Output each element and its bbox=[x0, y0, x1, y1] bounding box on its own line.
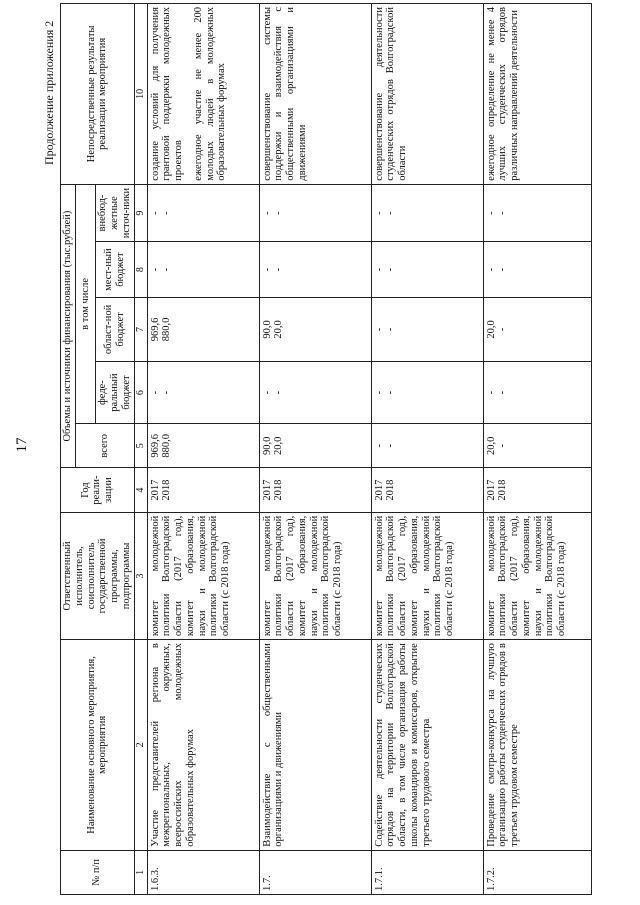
row-regional bbox=[259, 297, 371, 361]
federal-value: - bbox=[273, 390, 285, 395]
row-local bbox=[483, 242, 591, 297]
extrabudget-value: - bbox=[497, 211, 509, 215]
year-value: 2018 bbox=[161, 479, 173, 501]
local-value: - bbox=[273, 267, 285, 272]
row-local bbox=[147, 242, 259, 297]
row-extrabudget bbox=[147, 184, 259, 242]
federal-value: - bbox=[497, 390, 509, 395]
table-row bbox=[259, 4, 371, 895]
local-value: - bbox=[161, 267, 173, 272]
row-executor: комитет молодежной политики Волгоградской области (2017 год), комитет образования, науки и молодежной политики Волгоградской области (с 2018 года) bbox=[147, 512, 259, 639]
col-number: 5 bbox=[134, 424, 147, 468]
local-value: - bbox=[373, 267, 385, 272]
header-result: Непосредственные результаты реализации мероприятия bbox=[61, 4, 135, 185]
header-extrabudget: внебюд-жетные источ-ники bbox=[96, 184, 134, 242]
federal-value: - bbox=[485, 390, 497, 395]
local-value: - bbox=[149, 267, 161, 272]
row-extrabudget bbox=[259, 184, 371, 242]
row-name: Участие представителей региона в межрегиональных, окружных, всероссийских молодежных образовательных форумах bbox=[147, 640, 259, 851]
extrabudget-value: - bbox=[485, 211, 497, 215]
row-results bbox=[147, 4, 259, 185]
total-value: - bbox=[373, 444, 385, 448]
year-value: 2017 bbox=[261, 479, 273, 501]
row-local bbox=[371, 242, 483, 297]
header-financing: Объемы и источники финансирования (тыс.рублей) bbox=[61, 184, 76, 468]
header-local: мест-ный бюджет bbox=[96, 242, 134, 297]
regional-value: 20,0 bbox=[485, 320, 497, 339]
row-total bbox=[259, 424, 371, 468]
col-number: 1 bbox=[134, 850, 147, 894]
col-number: 4 bbox=[134, 468, 147, 512]
row-extrabudget bbox=[483, 184, 591, 242]
row-number: 1.7.1. bbox=[371, 850, 483, 894]
row-extrabudget bbox=[371, 184, 483, 242]
result-text: совершенствование системы поддержки и взаимодействия с общественными организациями и движениями bbox=[261, 7, 308, 181]
federal-value: - bbox=[373, 390, 385, 395]
year-value: 2018 bbox=[273, 479, 285, 501]
table-row bbox=[147, 4, 259, 895]
federal-value: - bbox=[261, 390, 273, 395]
row-total bbox=[483, 424, 591, 468]
column-numbers-row bbox=[134, 4, 147, 895]
header-row-1 bbox=[61, 4, 76, 895]
regional-value: 90,0 bbox=[261, 320, 273, 339]
col-number: 2 bbox=[134, 640, 147, 851]
result-text: создание условий для получения грантовой поддержки молодежных проектов bbox=[149, 7, 184, 181]
header-federal: феде-ральный бюджет bbox=[96, 362, 134, 424]
row-regional bbox=[147, 297, 259, 361]
table-row bbox=[483, 4, 591, 895]
row-regional bbox=[371, 297, 483, 361]
regional-value: 880,0 bbox=[161, 317, 173, 342]
row-results bbox=[259, 4, 371, 185]
year-value: 2017 bbox=[373, 479, 385, 501]
extrabudget-value: - bbox=[385, 211, 397, 215]
year-value: 2017 bbox=[149, 479, 161, 501]
col-number: 10 bbox=[134, 4, 147, 185]
result-text: ежегодное определение не менее 4 лучших студенческих отрядов различных направлений деятельности bbox=[485, 7, 520, 181]
row-federal bbox=[371, 362, 483, 424]
total-value: 20,0 bbox=[273, 436, 285, 455]
row-federal bbox=[259, 362, 371, 424]
row-local bbox=[259, 242, 371, 297]
header-executor: Ответственный исполнитель, соисполнитель государственной программы, подпрограммы bbox=[61, 512, 135, 639]
header-including: в том числе bbox=[75, 184, 96, 423]
regional-value: 969,6 bbox=[149, 317, 161, 342]
program-table bbox=[60, 3, 592, 895]
row-years bbox=[259, 468, 371, 512]
total-value: 90,0 bbox=[261, 436, 273, 455]
regional-value: - bbox=[385, 327, 397, 332]
row-years bbox=[147, 468, 259, 512]
header-name: Наименование основного мероприятия, мероприятия bbox=[61, 640, 135, 851]
page-number: 17 bbox=[14, 437, 30, 453]
regional-value: - bbox=[497, 327, 509, 332]
row-number: 1.7.2. bbox=[483, 850, 591, 894]
extrabudget-value: - bbox=[373, 211, 385, 215]
row-executor: комитет молодежной политики Волгоградской области (2017 год), комитет образования, науки и молодежной политики Волгоградской области (с 2018 года) bbox=[371, 512, 483, 639]
extrabudget-value: - bbox=[273, 211, 285, 215]
row-results bbox=[483, 4, 591, 185]
col-number: 6 bbox=[134, 362, 147, 424]
extrabudget-value: - bbox=[149, 211, 161, 215]
table-row bbox=[371, 4, 483, 895]
year-value: 2018 bbox=[385, 479, 397, 501]
col-number: 9 bbox=[134, 184, 147, 242]
row-years bbox=[483, 468, 591, 512]
header-regional: област-ной бюджет bbox=[96, 297, 134, 361]
year-value: 2018 bbox=[497, 479, 509, 501]
header-num: № п/п bbox=[61, 850, 135, 894]
total-value: - bbox=[385, 444, 397, 448]
total-value: - bbox=[497, 444, 509, 448]
regional-value: 20,0 bbox=[273, 320, 285, 339]
federal-value: - bbox=[149, 390, 161, 395]
total-value: 969,6 bbox=[149, 433, 161, 458]
result-text: ежегодное участие не менее 200 молодых людей в молодежных образовательных форумах bbox=[192, 7, 228, 181]
row-number: 1.7. bbox=[259, 850, 371, 894]
row-number: 1.6.3. bbox=[147, 850, 259, 894]
header-total: всего bbox=[75, 424, 134, 468]
row-results bbox=[371, 4, 483, 185]
col-number: 7 bbox=[134, 297, 147, 361]
local-value: - bbox=[497, 267, 509, 272]
year-value: 2017 bbox=[485, 479, 497, 501]
row-regional bbox=[483, 297, 591, 361]
result-text: совершенствование деятельности студенческих отрядов Волгоградской области bbox=[373, 7, 408, 181]
row-executor: комитет молодежной политики Волгоградской области (2017 год), комитет образования, науки и молодежной политики Волгоградской области (с 2018 года) bbox=[483, 512, 591, 639]
total-value: 20,0 bbox=[485, 436, 497, 455]
extrabudget-value: - bbox=[161, 211, 173, 215]
local-value: - bbox=[261, 267, 273, 272]
row-name: Содействие деятельности студенческих отрядов на территории Волгоградской области, в том числе организация работы школы командиров и комиссаров, открытие третьего трудового семестра bbox=[371, 640, 483, 851]
row-federal bbox=[483, 362, 591, 424]
row-name: Проведение смотра-конкурса на лучшую организацию работы студенческих отрядов в третьем трудовом семестре bbox=[483, 640, 591, 851]
col-number: 3 bbox=[134, 512, 147, 639]
row-name: Взаимодействие с общественными организациями и движениями bbox=[259, 640, 371, 851]
row-executor: комитет молодежной политики Волгоградской области (2017 год), комитет образования, науки и молодежной политики Волгоградской области (с 2018 года) bbox=[259, 512, 371, 639]
extrabudget-value: - bbox=[261, 211, 273, 215]
local-value: - bbox=[385, 267, 397, 272]
federal-value: - bbox=[161, 390, 173, 395]
row-federal bbox=[147, 362, 259, 424]
row-total bbox=[147, 424, 259, 468]
federal-value: - bbox=[385, 390, 397, 395]
header-year: Год реали-зации bbox=[61, 468, 135, 512]
continuation-note: Продолжение приложения 2 bbox=[42, 20, 56, 165]
col-number: 8 bbox=[134, 242, 147, 297]
total-value: 880,0 bbox=[161, 433, 173, 458]
row-years bbox=[371, 468, 483, 512]
regional-value: - bbox=[373, 327, 385, 332]
row-total bbox=[371, 424, 483, 468]
local-value: - bbox=[485, 267, 497, 272]
